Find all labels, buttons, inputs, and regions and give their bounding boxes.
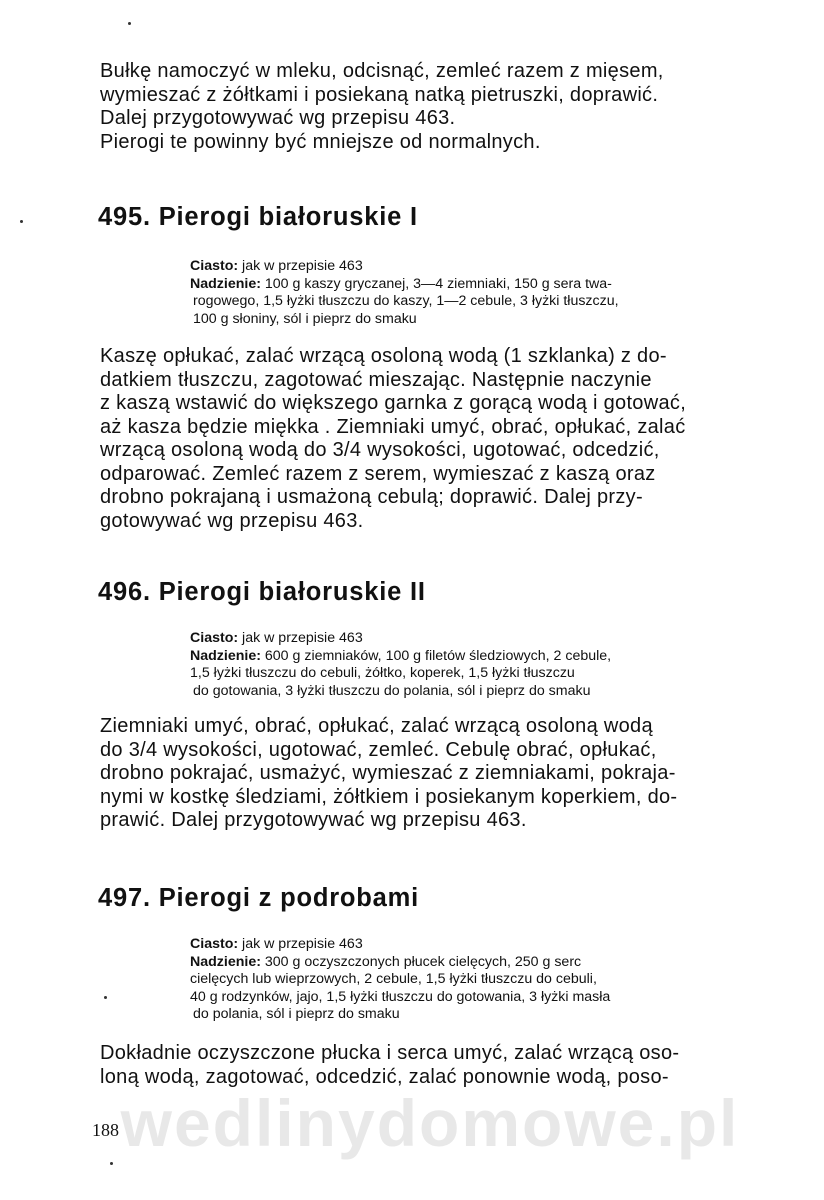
text-line: Kaszę opłukać, zalać wrzącą osoloną wodą (1 szklanka) z do- <box>100 345 667 367</box>
watermark: wedlinydomowe.pl <box>120 1086 740 1160</box>
text-line: nymi w kostkę śledziami, żółtkiem i posiekanym koperkiem, do- <box>100 785 678 808</box>
text-line: datkiem tłuszczu, zagotować mieszając. Następnie naczynie <box>100 368 652 391</box>
ciasto-line <box>190 936 790 954</box>
text-line: loną wodą, zagotować, odcedzić, zalać ponownie wodą, poso- <box>100 1065 669 1088</box>
text-line: wrzącą osoloną wodą do 3/4 wysokości, ugotować, odcedzić, <box>100 439 660 461</box>
nadzienie-label: Nadzienie: <box>190 953 261 970</box>
nadzienie-line: 100 g słoniny, sól i pieprz do smaku <box>193 310 417 327</box>
text-line: do 3/4 wysokości, ugotować, zemleć. Cebulę obrać, opłukać, <box>100 738 657 761</box>
nadzienie-label: Nadzienie: <box>190 275 261 292</box>
text-line: z kaszą wstawić do większego garnka z gorącą wodą i gotować, <box>100 392 687 414</box>
nadzienie-line: rogowego, 1,5 łyżki tłuszczu do kaszy, 1—2 cebule, 3 łyżki tłuszczu, <box>193 293 619 309</box>
nadzienie-text: 600 g ziemniaków, 100 g filetów śledziowych, 2 cebule, <box>264 647 612 664</box>
recipe-497-instructions <box>100 1042 790 1089</box>
text-line: Ziemniaki umyć, obrać, opłukać, zalać wrzącą osoloną wodą <box>100 715 653 737</box>
ciasto-text: jak w przepisie 463 <box>242 936 363 952</box>
nadzienie-line: 40 g rodzynków, jajo, 1,5 łyżki tłuszczu do gotowania, 3 łyżki masła <box>190 988 611 1005</box>
recipe-495-instructions <box>100 345 790 533</box>
recipe-497-ingredients <box>190 936 790 1024</box>
text-line: drobno pokrajać, usmażyć, wymieszać z ziemniakami, pokraja- <box>100 762 676 784</box>
ciasto-label: Ciasto: <box>190 258 239 274</box>
recipe-496-title: 496. Pierogi białoruskie II <box>98 578 426 606</box>
ciasto-line <box>190 630 790 648</box>
scan-speck <box>128 22 131 25</box>
ciasto-text: jak w przepisie 463 <box>242 630 363 646</box>
text-line: Dokładnie oczyszczone płucka i serca umyć, zalać wrzącą oso- <box>100 1042 680 1064</box>
scan-speck <box>20 220 23 223</box>
nadzienie-line: do polania, sól i pieprz do smaku <box>193 1006 400 1022</box>
nadzienie-text: 300 g oczyszczonych płucek cielęcych, 250 g serc <box>264 953 582 970</box>
nadzienie-label: Nadzienie: <box>190 647 261 664</box>
nadzienie-line: do gotowania, 3 łyżki tłuszczu do polania, sól i pieprz do smaku <box>193 682 591 699</box>
text-line: odparować. Zemleć razem z serem, wymieszać z kaszą oraz <box>100 462 656 485</box>
ciasto-label: Ciasto: <box>190 630 239 646</box>
nadzienie-line <box>190 276 790 294</box>
text-line: Bułkę namoczyć w mleku, odcisnąć, zemleć razem z mięsem, <box>100 60 664 82</box>
text-line: Dalej przygotowywać wg przepisu 463. <box>100 107 456 129</box>
nadzienie-text: 100 g kaszy gryczanej, 3—4 ziemniaki, 150 g sera twa- <box>264 275 612 292</box>
recipe-495-ingredients <box>190 258 790 328</box>
recipe-496-instructions <box>100 715 790 833</box>
text-line: gotowywać wg przepisu 463. <box>100 509 364 532</box>
recipe-497-title: 497. Pierogi z podrobami <box>98 884 420 912</box>
text-line: wymieszać z żółtkami i posiekaną natką pietruszki, doprawić. <box>100 83 659 106</box>
text-line: prawić. Dalej przygotowywać wg przepisu 463. <box>100 809 527 831</box>
text-line: aż kasza będzie miękka . Ziemniaki umyć, obrać, opłukać, zalać <box>100 415 686 438</box>
page-number: 188 <box>92 1120 119 1140</box>
text-line: drobno pokrajaną i usmażoną cebulą; doprawić. Dalej przy- <box>100 486 643 508</box>
recipe-496-ingredients <box>190 630 790 700</box>
nadzienie-line: cielęcych lub wieprzowych, 2 cebule, 1,5 łyżki tłuszczu do cebuli, <box>190 971 597 987</box>
ciasto-label: Ciasto: <box>190 936 239 952</box>
ciasto-line <box>190 258 790 276</box>
nadzienie-line: 1,5 łyżki tłuszczu do cebuli, żółtko, koperek, 1,5 łyżki tłuszczu <box>190 665 575 681</box>
scan-speck <box>110 1162 113 1165</box>
scan-speck <box>104 996 107 999</box>
nadzienie-line <box>190 954 790 972</box>
nadzienie-line <box>190 648 790 666</box>
text-line: Pierogi te powinny być mniejsze od normalnych. <box>100 130 541 153</box>
ciasto-text: jak w przepisie 463 <box>242 258 363 274</box>
recipe-495-title: 495. Pierogi białoruskie I <box>98 203 418 231</box>
intro-paragraph <box>100 60 790 154</box>
